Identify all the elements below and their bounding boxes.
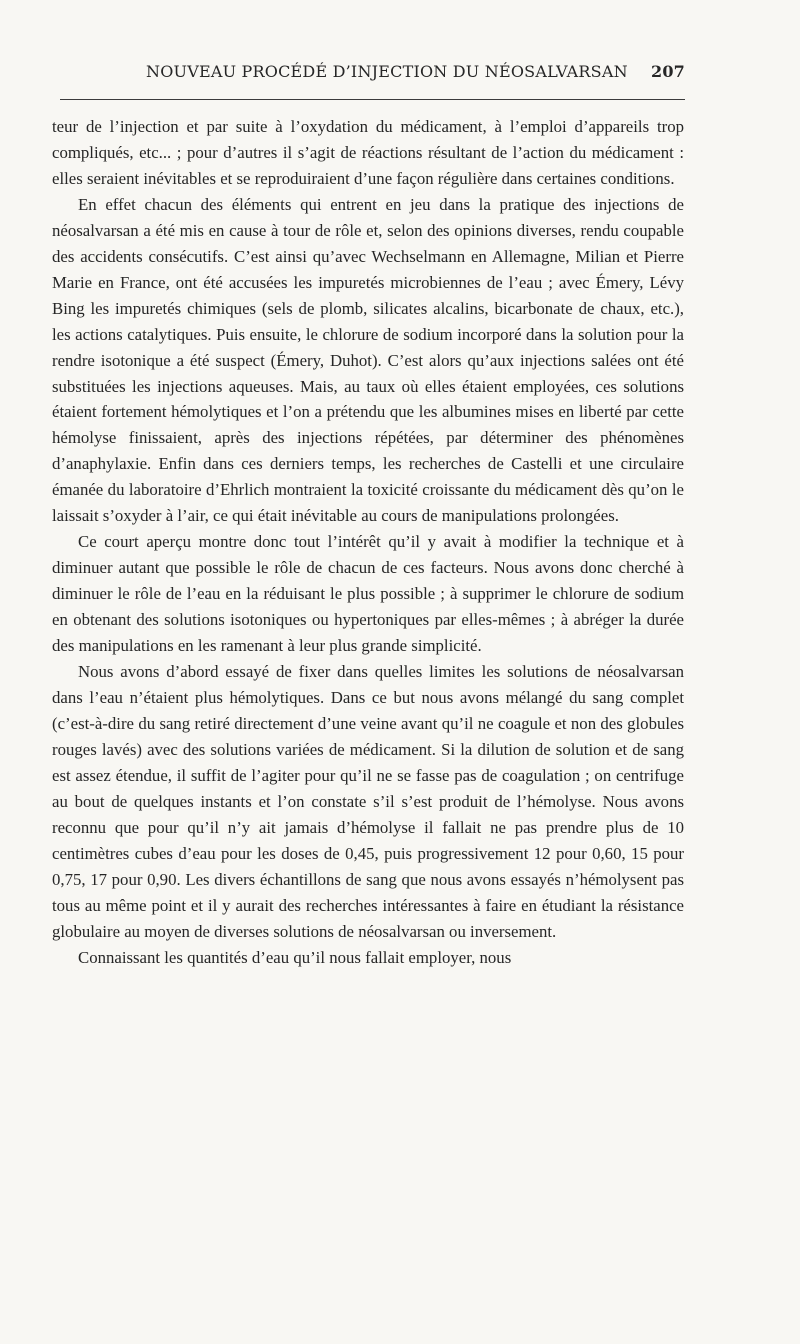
- running-head: [60, 60, 685, 86]
- page-number: 207: [651, 62, 685, 81]
- running-title: NOUVEAU PROCÉDÉ D’INJECTION DU NÉOSALVARSAN: [146, 62, 628, 81]
- paragraph: Nous avons d’abord essayé de fixer dans quelles limites les solutions de néosalvarsan dans l’eau n’étaient plus hémolytiques. Dans ce but nous avons mélangé du sang complet (c’est-à-dire du sang retiré directement d’une veine avant qu’il ne coagule et non des globules rouges lavés) avec des solutions variées de médicament. Si la dilution de solution et de sang est assez étendue, il suffit de l’agiter pour qu’il ne se fasse pas de coagulation ; on centrifuge au bout de quelques instants et l’on constate s’il s’est produit de l’hémolyse. Nous avons reconnu que pour qu’il n’y ait jamais d’hémolyse il fallait ne pas prendre plus de 10 centimètres cubes d’eau pour les doses de 0,45, puis progressivement 12 pour 0,60, 15 pour 0,75, 17 pour 0,90. Les divers échantillons de sang que nous avons essayés n’hémolysent pas tous au même point et il y aurait des recherches intéressantes à faire en étudiant la résistance globulaire au moyen de diverses solutions de néosalvarsan ou inversement.: [52, 662, 684, 941]
- paragraph: Ce court aperçu montre donc tout l’intérêt qu’il y avait à modifier la technique et à diminuer autant que possible le rôle de chacun de ces facteurs. Nous avons donc cherché à diminuer le rôle de l’eau en la réduisant le plus possible ; à supprimer le chlorure de sodium en obtenant des solutions isotoniques ou hypertoniques par elles-mêmes ; à abréger la durée des manipulations en les ramenant à leur plus grande simplicité.: [52, 532, 684, 656]
- paragraph: Connaissant les quantités d’eau qu’il nous fallait employer, nous: [78, 947, 512, 967]
- header-rule: [60, 99, 685, 100]
- paragraph: teur de l’injection et par suite à l’oxydation du médicament, à l’emploi d’appareils trop compliqués, etc... ; pour d’autres il s’agit de réactions résultant de l’action du médicament : elles seraient inévitables et se reproduiraient d’une façon régulière dans certaines conditions.: [52, 117, 684, 188]
- paragraph: En effet chacun des éléments qui entrent en jeu dans la pratique des injections de néosalvarsan a été mis en cause à tour de rôle et, selon des opinions diverses, rendu coupable des accidents consécutifs. C’est ainsi qu’avec Wechselmann en Allemagne, Milian et Pierre Marie en France, ont été accusées les impuretés microbiennes de l’eau ; avec Émery, Lévy Bing les impuretés chimiques (sels de plomb, silicates alcalins, bicarbonate de chaux, etc.), les actions catalytiques. Puis ensuite, le chlorure de sodium incorporé dans la solution pour la rendre isotonique a été suspect (Émery, Duhot). C’est alors qu’aux injections salées ont été substituées les injections aqueuses. Mais, au taux où elles étaient employées, ces solutions étaient fortement hémolytiques et l’on a prétendu que les albumines mises en liberté par cette hémolyse finissaient, après des injections répétées, par déterminer des phénomènes d’anaphylaxie. Enfin dans ces derniers temps, les recherches de Castelli et une circulaire émanée du laboratoire d’Ehrlich montraient la toxicité croissante du médicament dès qu’on le laissait s’oxyder à l’air, ce qui était inévitable au cours de manipulations prolongées.: [52, 194, 684, 526]
- body-text: [52, 114, 684, 970]
